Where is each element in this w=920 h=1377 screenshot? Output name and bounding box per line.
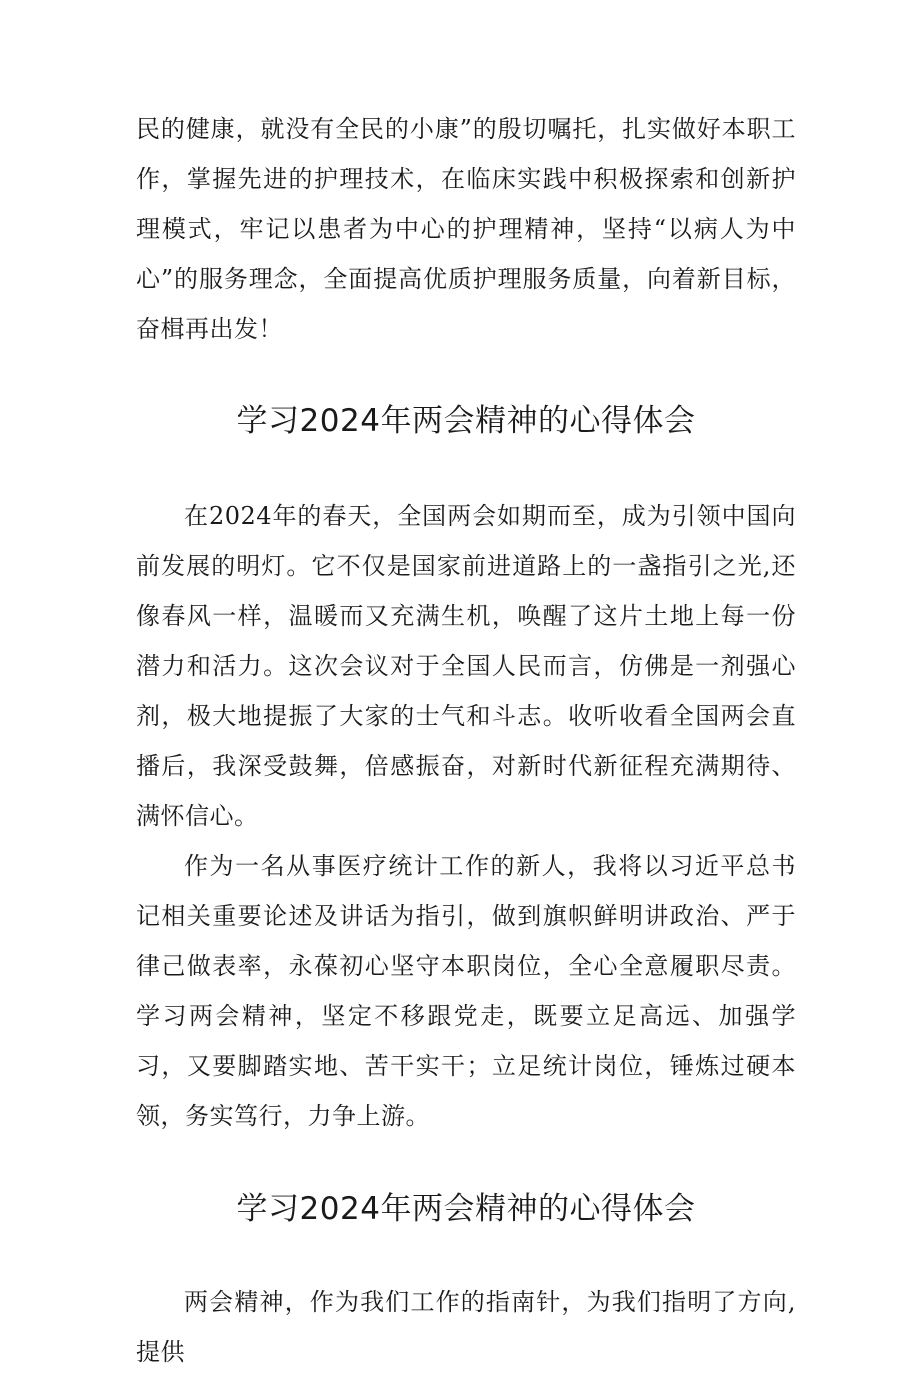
section-2-title: 学习2024年两会精神的心得体会 [236,1191,696,1227]
section-1-title: 学习2024年两会精神的心得体会 [236,403,696,439]
intro-paragraph: 民的健康，就没有全民的小康”的殷切嘱托，扎实做好本职工作，掌握先进的护理技术，在临床实践中积极探索和创新护理模式，牢记以患者为中心的护理精神，坚持“以病人为中心”的服务理念，全面提高优质护理服务质量，向着新目标，奋楫再出发！ [136,115,796,343]
section-2-paragraph-1: 两会精神，作为我们工作的指南针，为我们指明了方向,提供 [136,1288,796,1366]
document-page [136,104,796,1377]
section-1-paragraph-1: 在2024年的春天，全国两会如期而至，成为引领中国向前发展的明灯。它不仅是国家前进道路上的一盏指引之光,还像春风一样，温暖而又充满生机，唤醒了这片土地上每一份潜力和活力。这次会议对于全国人民而言，仿佛是一剂强心剂，极大地提振了大家的士气和斗志。收听收看全国两会直播后，我深受鼓舞，倍感振奋，对新时代新征程充满期待、满怀信心。 [136,502,796,830]
section-1-paragraph-2: 作为一名从事医疗统计工作的新人，我将以习近平总书记相关重要论述及讲话为指引，做到旗帜鲜明讲政治、严于律己做表率，永葆初心坚守本职岗位，全心全意履职尽责。学习两会精神，坚定不移跟党走，既要立足高远、加强学习，又要脚踏实地、苦干实干；立足统计岗位，锤炼过硬本领，务实笃行，力争上游。 [136,852,796,1130]
